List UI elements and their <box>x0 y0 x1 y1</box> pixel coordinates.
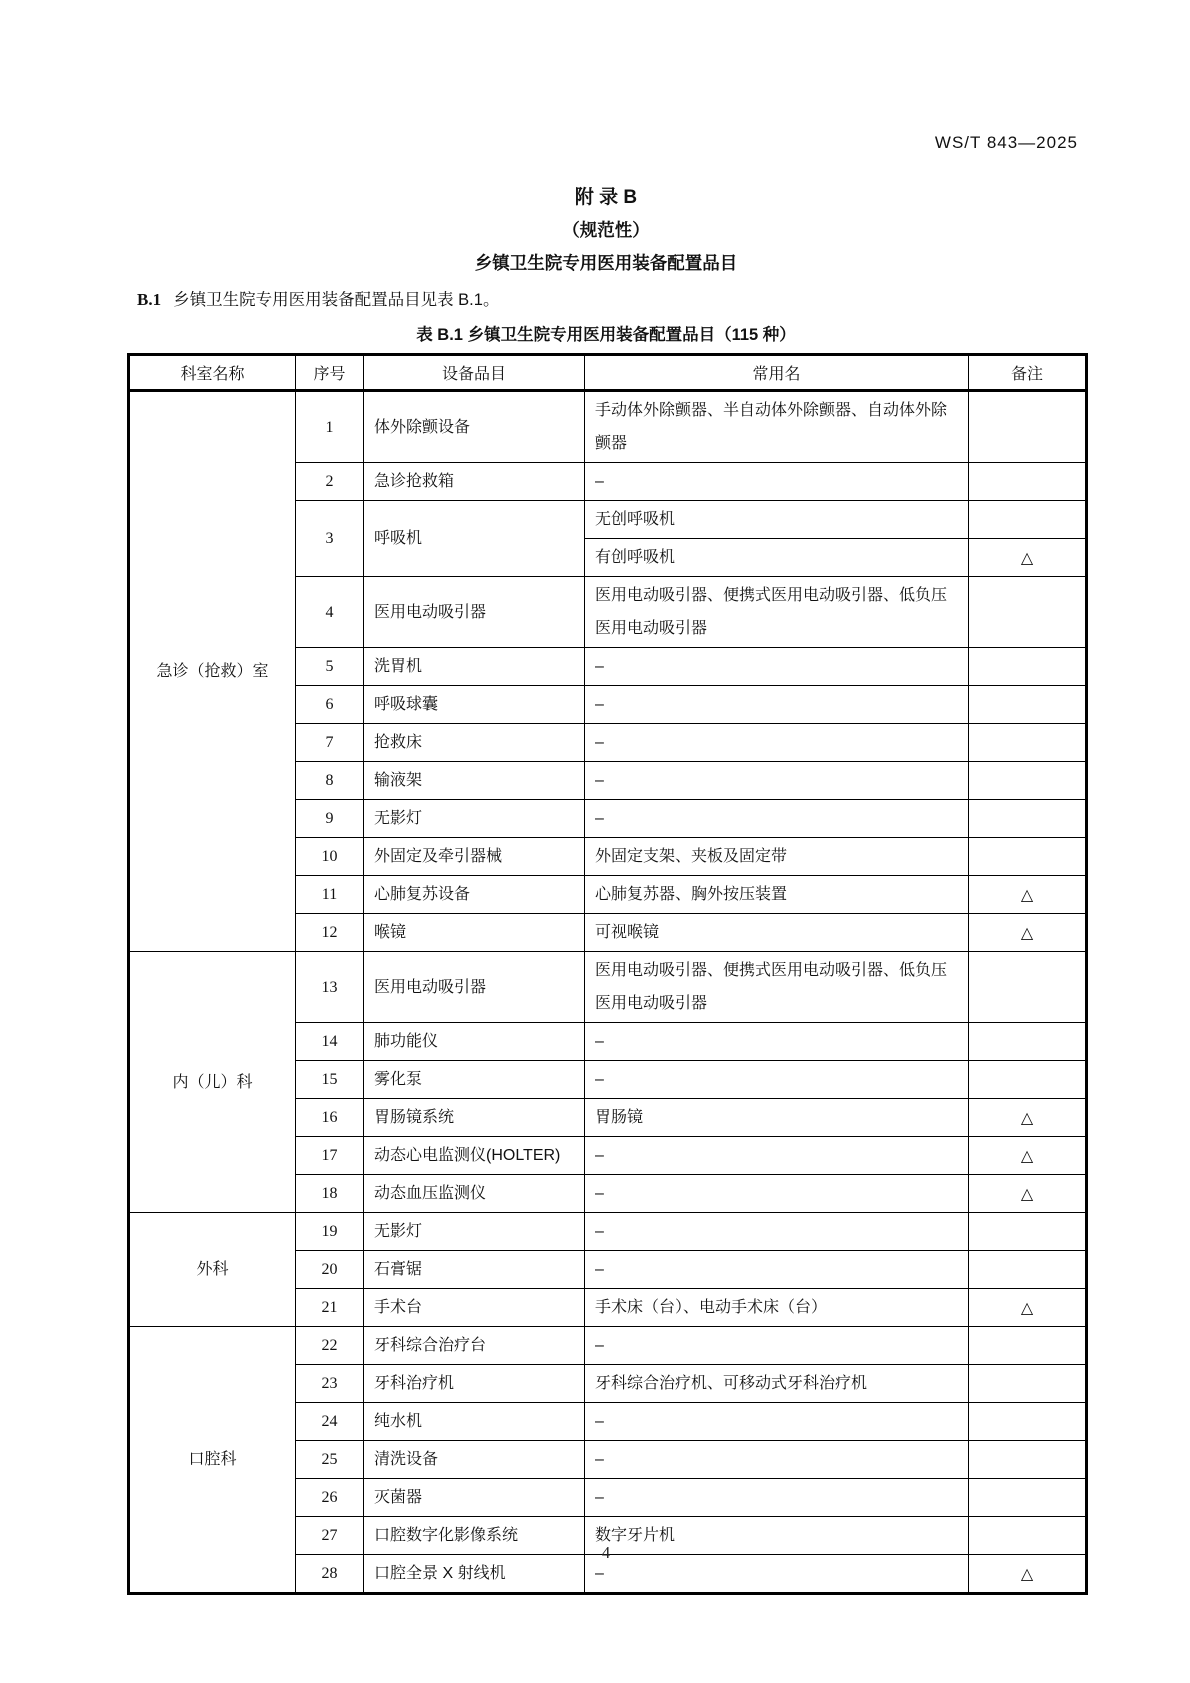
equipment-table <box>127 353 1088 1595</box>
table-row <box>129 1213 1087 1251</box>
equipment-item-cell: 呼吸机 <box>364 501 585 577</box>
equipment-item-cell: 肺功能仪 <box>364 1023 585 1061</box>
common-name-cell: 有创呼吸机 <box>585 539 969 577</box>
common-name-cell: – <box>585 1175 969 1213</box>
common-name-cell: – <box>585 648 969 686</box>
remark-cell: △ <box>969 1175 1087 1213</box>
row-number-cell: 18 <box>296 1175 364 1213</box>
equipment-item-cell: 灭菌器 <box>364 1479 585 1517</box>
row-number-cell: 27 <box>296 1517 364 1555</box>
row-number-cell: 14 <box>296 1023 364 1061</box>
equipment-item-cell: 雾化泵 <box>364 1061 585 1099</box>
equipment-item-cell: 无影灯 <box>364 1213 585 1251</box>
remark-cell: △ <box>969 1099 1087 1137</box>
remark-cell <box>969 952 1087 1023</box>
row-number-cell: 11 <box>296 876 364 914</box>
row-number-cell: 21 <box>296 1289 364 1327</box>
equipment-item-cell: 心肺复苏设备 <box>364 876 585 914</box>
common-name-cell: – <box>585 1555 969 1594</box>
row-number-cell: 1 <box>296 391 364 463</box>
equipment-item-cell: 牙科综合治疗台 <box>364 1327 585 1365</box>
department-cell: 内（儿）科 <box>129 952 296 1213</box>
common-name-cell: – <box>585 800 969 838</box>
equipment-item-cell: 呼吸球囊 <box>364 686 585 724</box>
clause-b1-paragraph <box>137 286 1085 314</box>
common-name-cell: 胃肠镜 <box>585 1099 969 1137</box>
col-header-department: 科室名称 <box>129 355 296 391</box>
common-name-cell: 医用电动吸引器、便携式医用电动吸引器、低负压医用电动吸引器 <box>585 577 969 648</box>
row-number-cell: 13 <box>296 952 364 1023</box>
common-name-cell: – <box>585 1441 969 1479</box>
remark-cell <box>969 1213 1087 1251</box>
row-number-cell: 26 <box>296 1479 364 1517</box>
remark-cell <box>969 1365 1087 1403</box>
remark-cell <box>969 800 1087 838</box>
equipment-item-cell: 清洗设备 <box>364 1441 585 1479</box>
equipment-item-cell: 动态心电监测仪(HOLTER) <box>364 1137 585 1175</box>
remark-cell <box>969 1479 1087 1517</box>
common-name-cell: – <box>585 1137 969 1175</box>
row-number-cell: 16 <box>296 1099 364 1137</box>
equipment-item-cell: 急诊抢救箱 <box>364 463 585 501</box>
department-cell: 急诊（抢救）室 <box>129 391 296 952</box>
remark-cell <box>969 391 1087 463</box>
equipment-item-cell: 手术台 <box>364 1289 585 1327</box>
row-number-cell: 4 <box>296 577 364 648</box>
row-number-cell: 25 <box>296 1441 364 1479</box>
common-name-cell: – <box>585 1403 969 1441</box>
remark-cell <box>969 501 1087 539</box>
equipment-item-cell: 医用电动吸引器 <box>364 577 585 648</box>
remark-cell: △ <box>969 1137 1087 1175</box>
remark-cell <box>969 1441 1087 1479</box>
normative-label: （规范性） <box>562 220 650 240</box>
equipment-item-cell: 体外除颤设备 <box>364 391 585 463</box>
remark-cell <box>969 762 1087 800</box>
equipment-item-cell: 口腔数字化影像系统 <box>364 1517 585 1555</box>
common-name-cell: – <box>585 1479 969 1517</box>
row-number-cell: 9 <box>296 800 364 838</box>
remark-cell <box>969 1023 1087 1061</box>
remark-cell <box>969 648 1087 686</box>
remark-cell: △ <box>969 1555 1087 1594</box>
remark-cell <box>969 577 1087 648</box>
equipment-item-cell: 喉镜 <box>364 914 585 952</box>
remark-cell: △ <box>969 914 1087 952</box>
remark-cell <box>969 686 1087 724</box>
clause-text: 乡镇卫生院专用医用装备配置品目见表 B.1。 <box>173 291 500 309</box>
common-name-cell: – <box>585 686 969 724</box>
common-name-cell: – <box>585 762 969 800</box>
common-name-cell: 无创呼吸机 <box>585 501 969 539</box>
page-number: 4 <box>601 1543 611 1562</box>
common-name-cell: 牙科综合治疗机、可移动式牙科治疗机 <box>585 1365 969 1403</box>
equipment-item-cell: 纯水机 <box>364 1403 585 1441</box>
equipment-item-cell: 外固定及牵引器械 <box>364 838 585 876</box>
remark-cell <box>969 838 1087 876</box>
common-name-cell: 医用电动吸引器、便携式医用电动吸引器、低负压医用电动吸引器 <box>585 952 969 1023</box>
table-row <box>129 952 1087 1023</box>
row-number-cell: 19 <box>296 1213 364 1251</box>
equipment-item-cell: 无影灯 <box>364 800 585 838</box>
row-number-cell: 3 <box>296 501 364 577</box>
row-number-cell: 6 <box>296 686 364 724</box>
common-name-cell: – <box>585 1061 969 1099</box>
row-number-cell: 17 <box>296 1137 364 1175</box>
remark-cell <box>969 1403 1087 1441</box>
row-number-cell: 23 <box>296 1365 364 1403</box>
remark-cell: △ <box>969 539 1087 577</box>
equipment-item-cell: 口腔全景 X 射线机 <box>364 1555 585 1594</box>
common-name-cell: 手动体外除颤器、半自动体外除颤器、自动体外除颤器 <box>585 391 969 463</box>
remark-cell: △ <box>969 1289 1087 1327</box>
common-name-cell: 外固定支架、夹板及固定带 <box>585 838 969 876</box>
row-number-cell: 28 <box>296 1555 364 1594</box>
row-number-cell: 2 <box>296 463 364 501</box>
row-number-cell: 22 <box>296 1327 364 1365</box>
common-name-cell: 心肺复苏器、胸外按压装置 <box>585 876 969 914</box>
department-cell: 口腔科 <box>129 1327 296 1594</box>
equipment-item-cell: 石膏锯 <box>364 1251 585 1289</box>
page-content <box>127 0 1085 1595</box>
table-title: 表 B.1 乡镇卫生院专用医用装备配置品目（115 种） <box>416 326 796 344</box>
remark-cell <box>969 1061 1087 1099</box>
common-name-cell: – <box>585 1023 969 1061</box>
common-name-cell: – <box>585 463 969 501</box>
common-name-cell: – <box>585 1327 969 1365</box>
common-name-cell: – <box>585 1213 969 1251</box>
common-name-cell: – <box>585 724 969 762</box>
doc-number: WS/T 843—2025 <box>934 133 1078 152</box>
col-header-equipment-item: 设备品目 <box>364 355 585 391</box>
row-number-cell: 12 <box>296 914 364 952</box>
row-number-cell: 8 <box>296 762 364 800</box>
appendix-subtitle: 乡镇卫生院专用医用装备配置品目 <box>474 253 738 273</box>
remark-cell <box>969 1251 1087 1289</box>
row-number-cell: 20 <box>296 1251 364 1289</box>
remark-cell <box>969 1327 1087 1365</box>
equipment-item-cell: 牙科治疗机 <box>364 1365 585 1403</box>
col-header-common-name: 常用名 <box>585 355 969 391</box>
remark-cell <box>969 463 1087 501</box>
equipment-item-cell: 输液架 <box>364 762 585 800</box>
row-number-cell: 7 <box>296 724 364 762</box>
equipment-item-cell: 胃肠镜系统 <box>364 1099 585 1137</box>
col-header-number: 序号 <box>296 355 364 391</box>
common-name-cell: 数字牙片机 <box>585 1517 969 1555</box>
equipment-item-cell: 抢救床 <box>364 724 585 762</box>
table-row <box>129 391 1087 463</box>
table-row <box>129 1327 1087 1365</box>
row-number-cell: 15 <box>296 1061 364 1099</box>
common-name-cell: – <box>585 1251 969 1289</box>
equipment-item-cell: 动态血压监测仪 <box>364 1175 585 1213</box>
remark-cell <box>969 724 1087 762</box>
table-header-row <box>129 355 1087 391</box>
row-number-cell: 10 <box>296 838 364 876</box>
col-header-remark: 备注 <box>969 355 1087 391</box>
common-name-cell: 可视喉镜 <box>585 914 969 952</box>
equipment-item-cell: 医用电动吸引器 <box>364 952 585 1023</box>
row-number-cell: 24 <box>296 1403 364 1441</box>
clause-number: B.1 <box>137 290 162 309</box>
appendix-title: 附 录 B <box>574 187 638 208</box>
row-number-cell: 5 <box>296 648 364 686</box>
equipment-item-cell: 洗胃机 <box>364 648 585 686</box>
department-cell: 外科 <box>129 1213 296 1327</box>
common-name-cell: 手术床（台）、电动手术床（台） <box>585 1289 969 1327</box>
remark-cell: △ <box>969 876 1087 914</box>
